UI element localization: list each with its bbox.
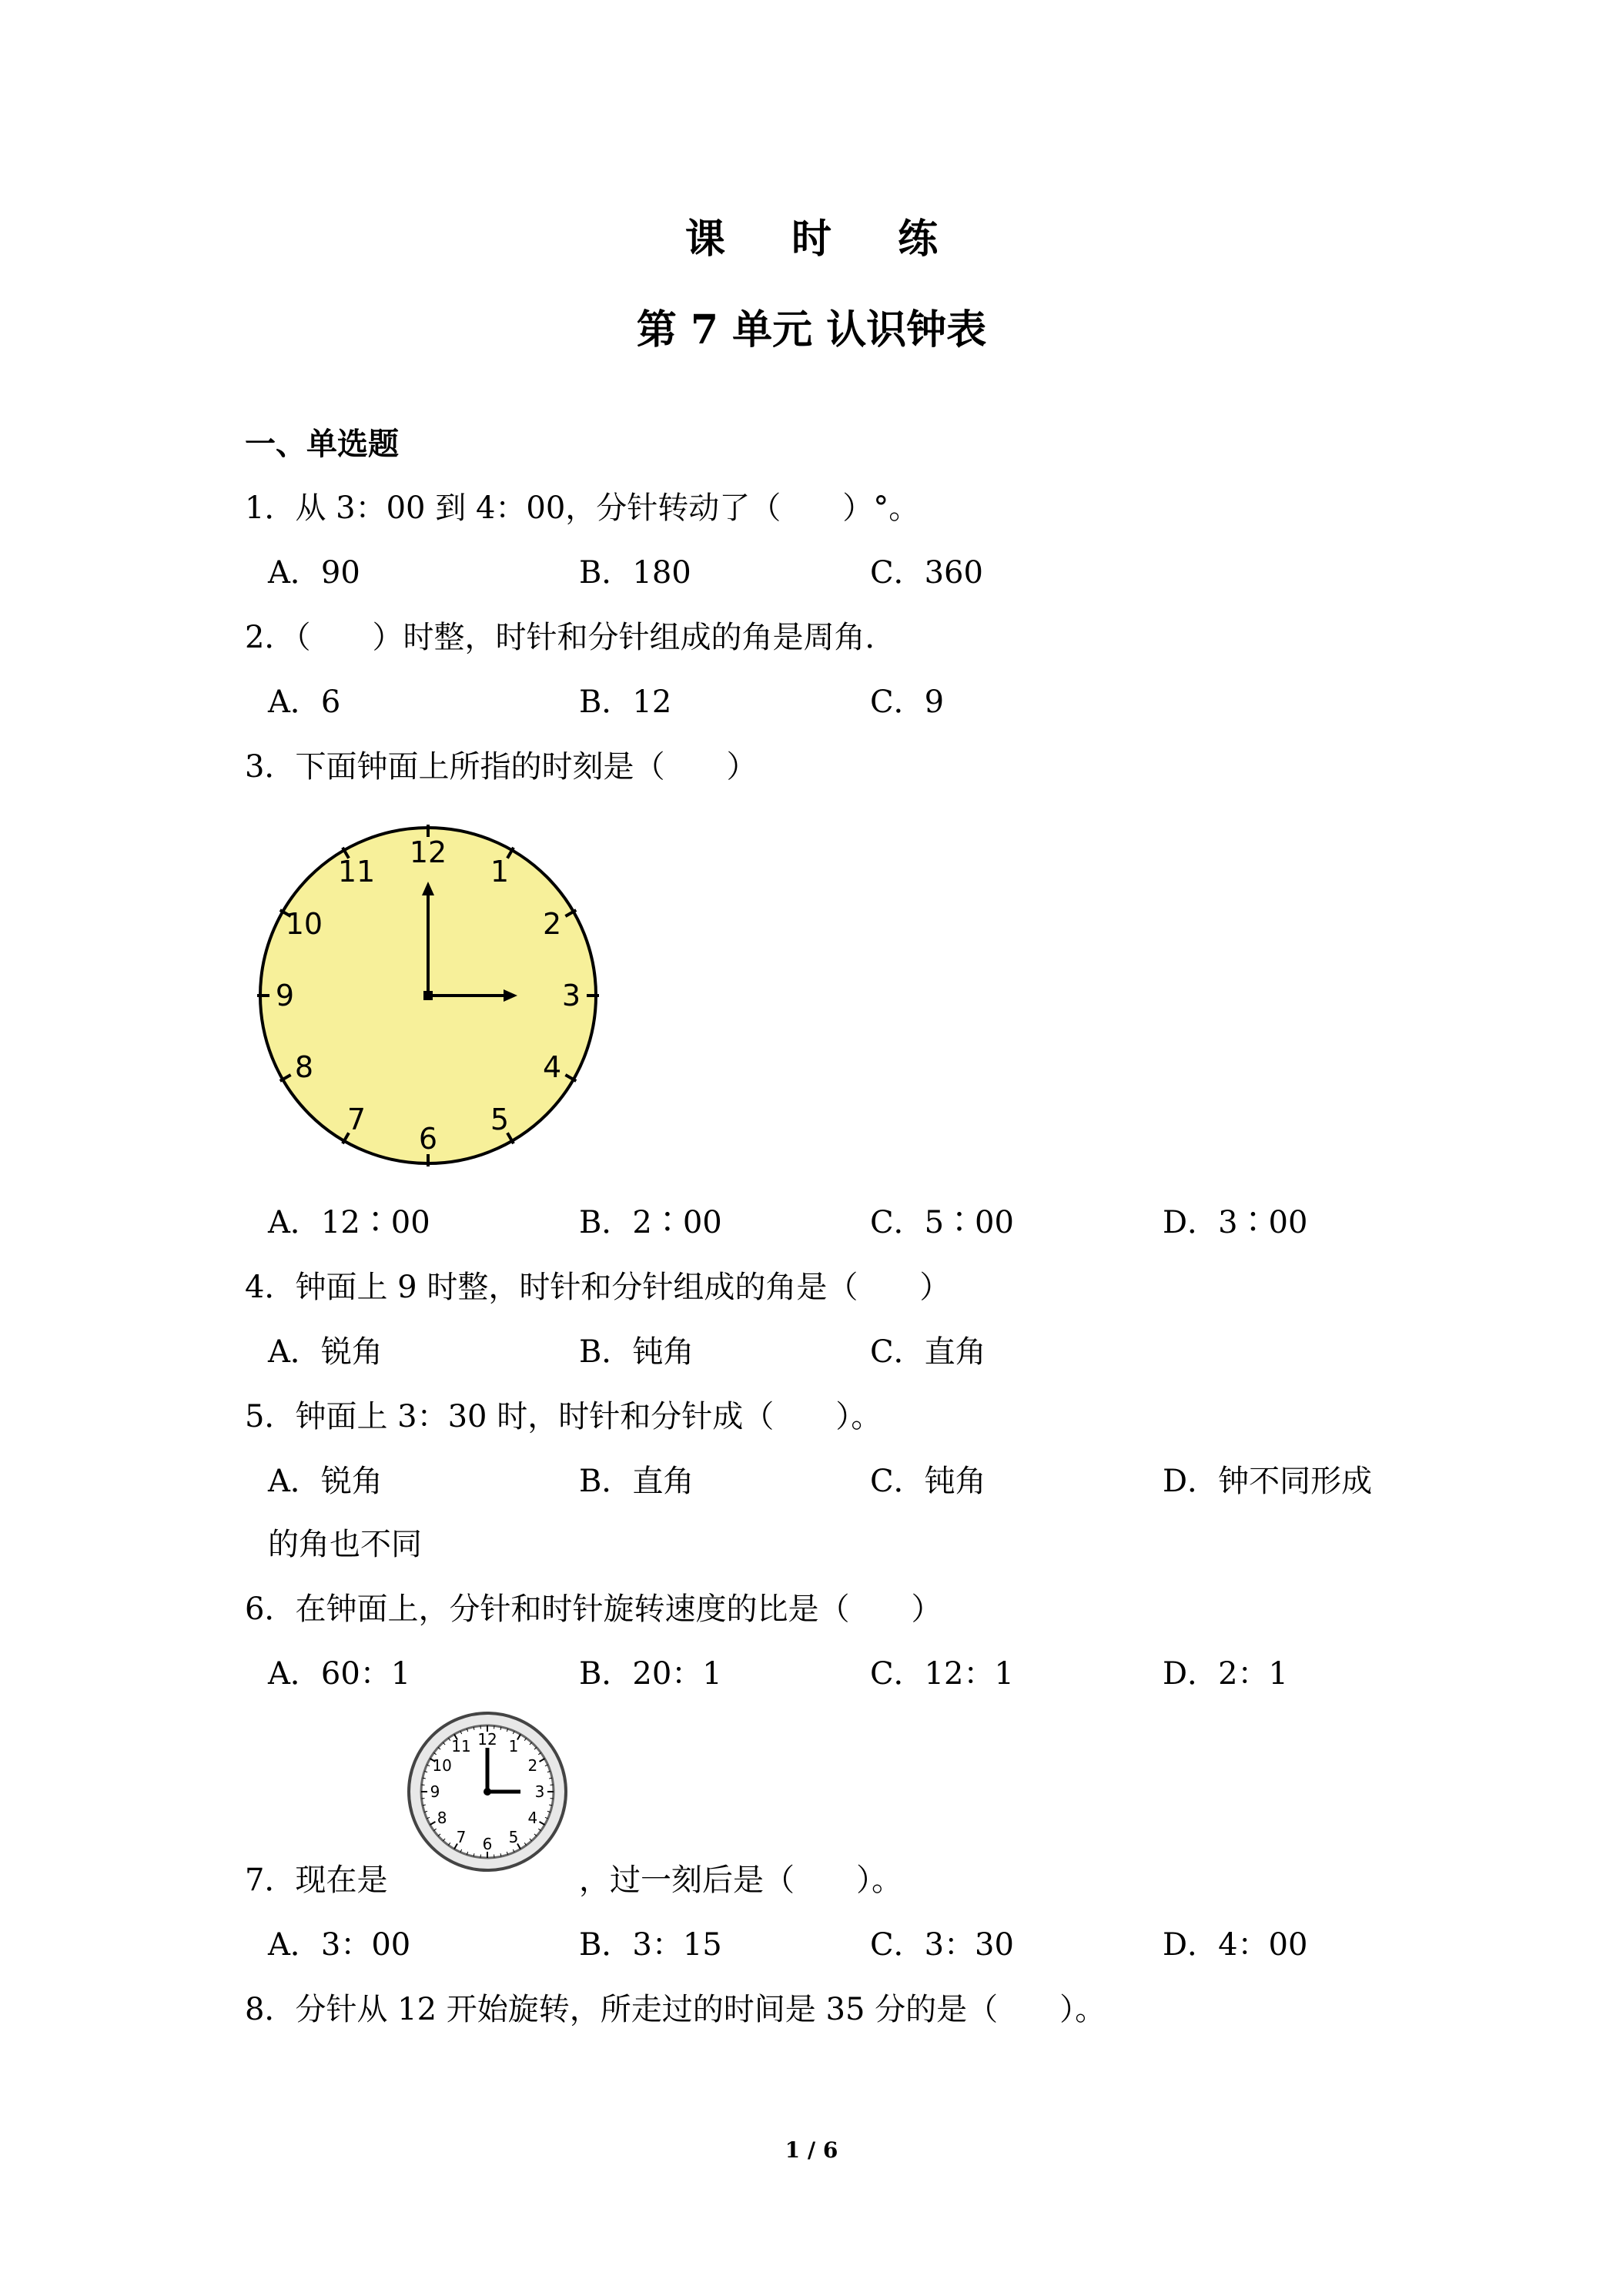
doc-title: 课 时 练 [684, 216, 965, 263]
question-7-stem-end: ，过一刻后是（ ）。 [579, 1863, 902, 1898]
clock-number-10: 10 [432, 1756, 452, 1775]
clock-number-12: 12 [409, 835, 447, 869]
question-4: 4．钟面上 9 时整，时针和分针组成的角是（ ） [245, 1270, 951, 1305]
q5-option-c: C．钝角 [870, 1464, 986, 1499]
q5-option-d-continuation: 的角也不同 [268, 1527, 422, 1562]
section-heading: 一、单选题 [245, 426, 399, 462]
question-3: 3．下面钟面上所指的时刻是（ ） [245, 749, 758, 785]
clock-number-3: 3 [561, 979, 581, 1012]
clock-number-1: 1 [508, 1737, 519, 1756]
clock-number-4: 4 [542, 1050, 562, 1084]
clock-number-7: 7 [346, 1103, 366, 1137]
q6-option-c: C．12：1 [870, 1656, 1014, 1692]
clock-number-11: 11 [451, 1737, 471, 1756]
question-7-stem-start: 7．现在是 [245, 1863, 388, 1898]
q1-option-c: C．360 [870, 555, 983, 591]
q4-option-c: C．直角 [870, 1334, 986, 1370]
q5-option-a: A．锐角 [268, 1464, 383, 1499]
q2-option-b: B．12 [579, 684, 672, 720]
page-number: 1 / 6 [785, 2137, 838, 2163]
clock-center [423, 991, 433, 1000]
q6-option-a: A．60：1 [268, 1656, 411, 1692]
clock-figure-large [251, 818, 605, 1173]
q2-option-a: A．6 [268, 684, 341, 720]
clock-number-6: 6 [418, 1122, 438, 1156]
clock-number-6: 6 [482, 1835, 493, 1853]
q2-option-c: C．9 [870, 684, 945, 720]
q1-option-b: B．180 [579, 555, 691, 591]
q7-option-d: D．4：00 [1163, 1927, 1308, 1963]
q1-option-a: A．90 [268, 555, 360, 591]
clock-number-2: 2 [542, 907, 562, 941]
clock-figure-small [405, 1709, 570, 1874]
q3-option-a: A．12∶00 [268, 1205, 430, 1240]
q7-option-c: C．3：30 [870, 1927, 1014, 1963]
q3-option-d: D．3∶00 [1163, 1205, 1308, 1240]
clock-number-11: 11 [337, 854, 376, 889]
clock-number-4: 4 [527, 1809, 538, 1827]
question-6: 6．在钟面上，分针和时针旋转速度的比是（ ） [245, 1591, 942, 1627]
q6-option-b: B．20：1 [579, 1656, 722, 1692]
q3-option-b: B．2∶00 [579, 1205, 722, 1240]
clock-number-9: 9 [275, 979, 295, 1012]
question-5: 5．钟面上 3：30 时，时针和分针成（ ）。 [245, 1399, 882, 1434]
q6-option-d: D．2：1 [1163, 1656, 1288, 1692]
clock-number-5: 5 [490, 1103, 510, 1137]
q3-option-c: C．5∶00 [870, 1205, 1014, 1240]
q7-option-a: A．3：00 [268, 1927, 411, 1963]
q5-option-b: B．直角 [579, 1464, 694, 1499]
q4-option-a: A．锐角 [268, 1334, 383, 1370]
clock-number-2: 2 [527, 1756, 538, 1775]
q4-option-b: B．钝角 [579, 1334, 694, 1370]
small-clock-center [484, 1788, 491, 1796]
clock-number-5: 5 [508, 1827, 519, 1846]
clock-number-3: 3 [534, 1782, 545, 1801]
clock-number-12: 12 [477, 1730, 497, 1749]
clock-number-8: 8 [294, 1050, 314, 1084]
clock-number-7: 7 [456, 1827, 467, 1846]
question-2: 2．（ ）时整，时针和分针组成的角是周角． [245, 620, 896, 655]
q7-option-b: B．3：15 [579, 1927, 722, 1963]
doc-subtitle: 第 7 单元 认识钟表 [636, 306, 987, 353]
q5-option-d: D．钟不同形成 [1163, 1464, 1373, 1499]
clock-number-1: 1 [490, 854, 510, 889]
question-8: 8．分针从 12 开始旋转，所走过的时间是 35 分的是（ ）。 [245, 1992, 1106, 2027]
clock-number-8: 8 [437, 1809, 447, 1827]
clock-number-10: 10 [285, 907, 323, 941]
question-1: 1．从 3：00 到 4：00，分针转动了（ ）°。 [245, 490, 920, 526]
clock-number-9: 9 [430, 1782, 440, 1801]
